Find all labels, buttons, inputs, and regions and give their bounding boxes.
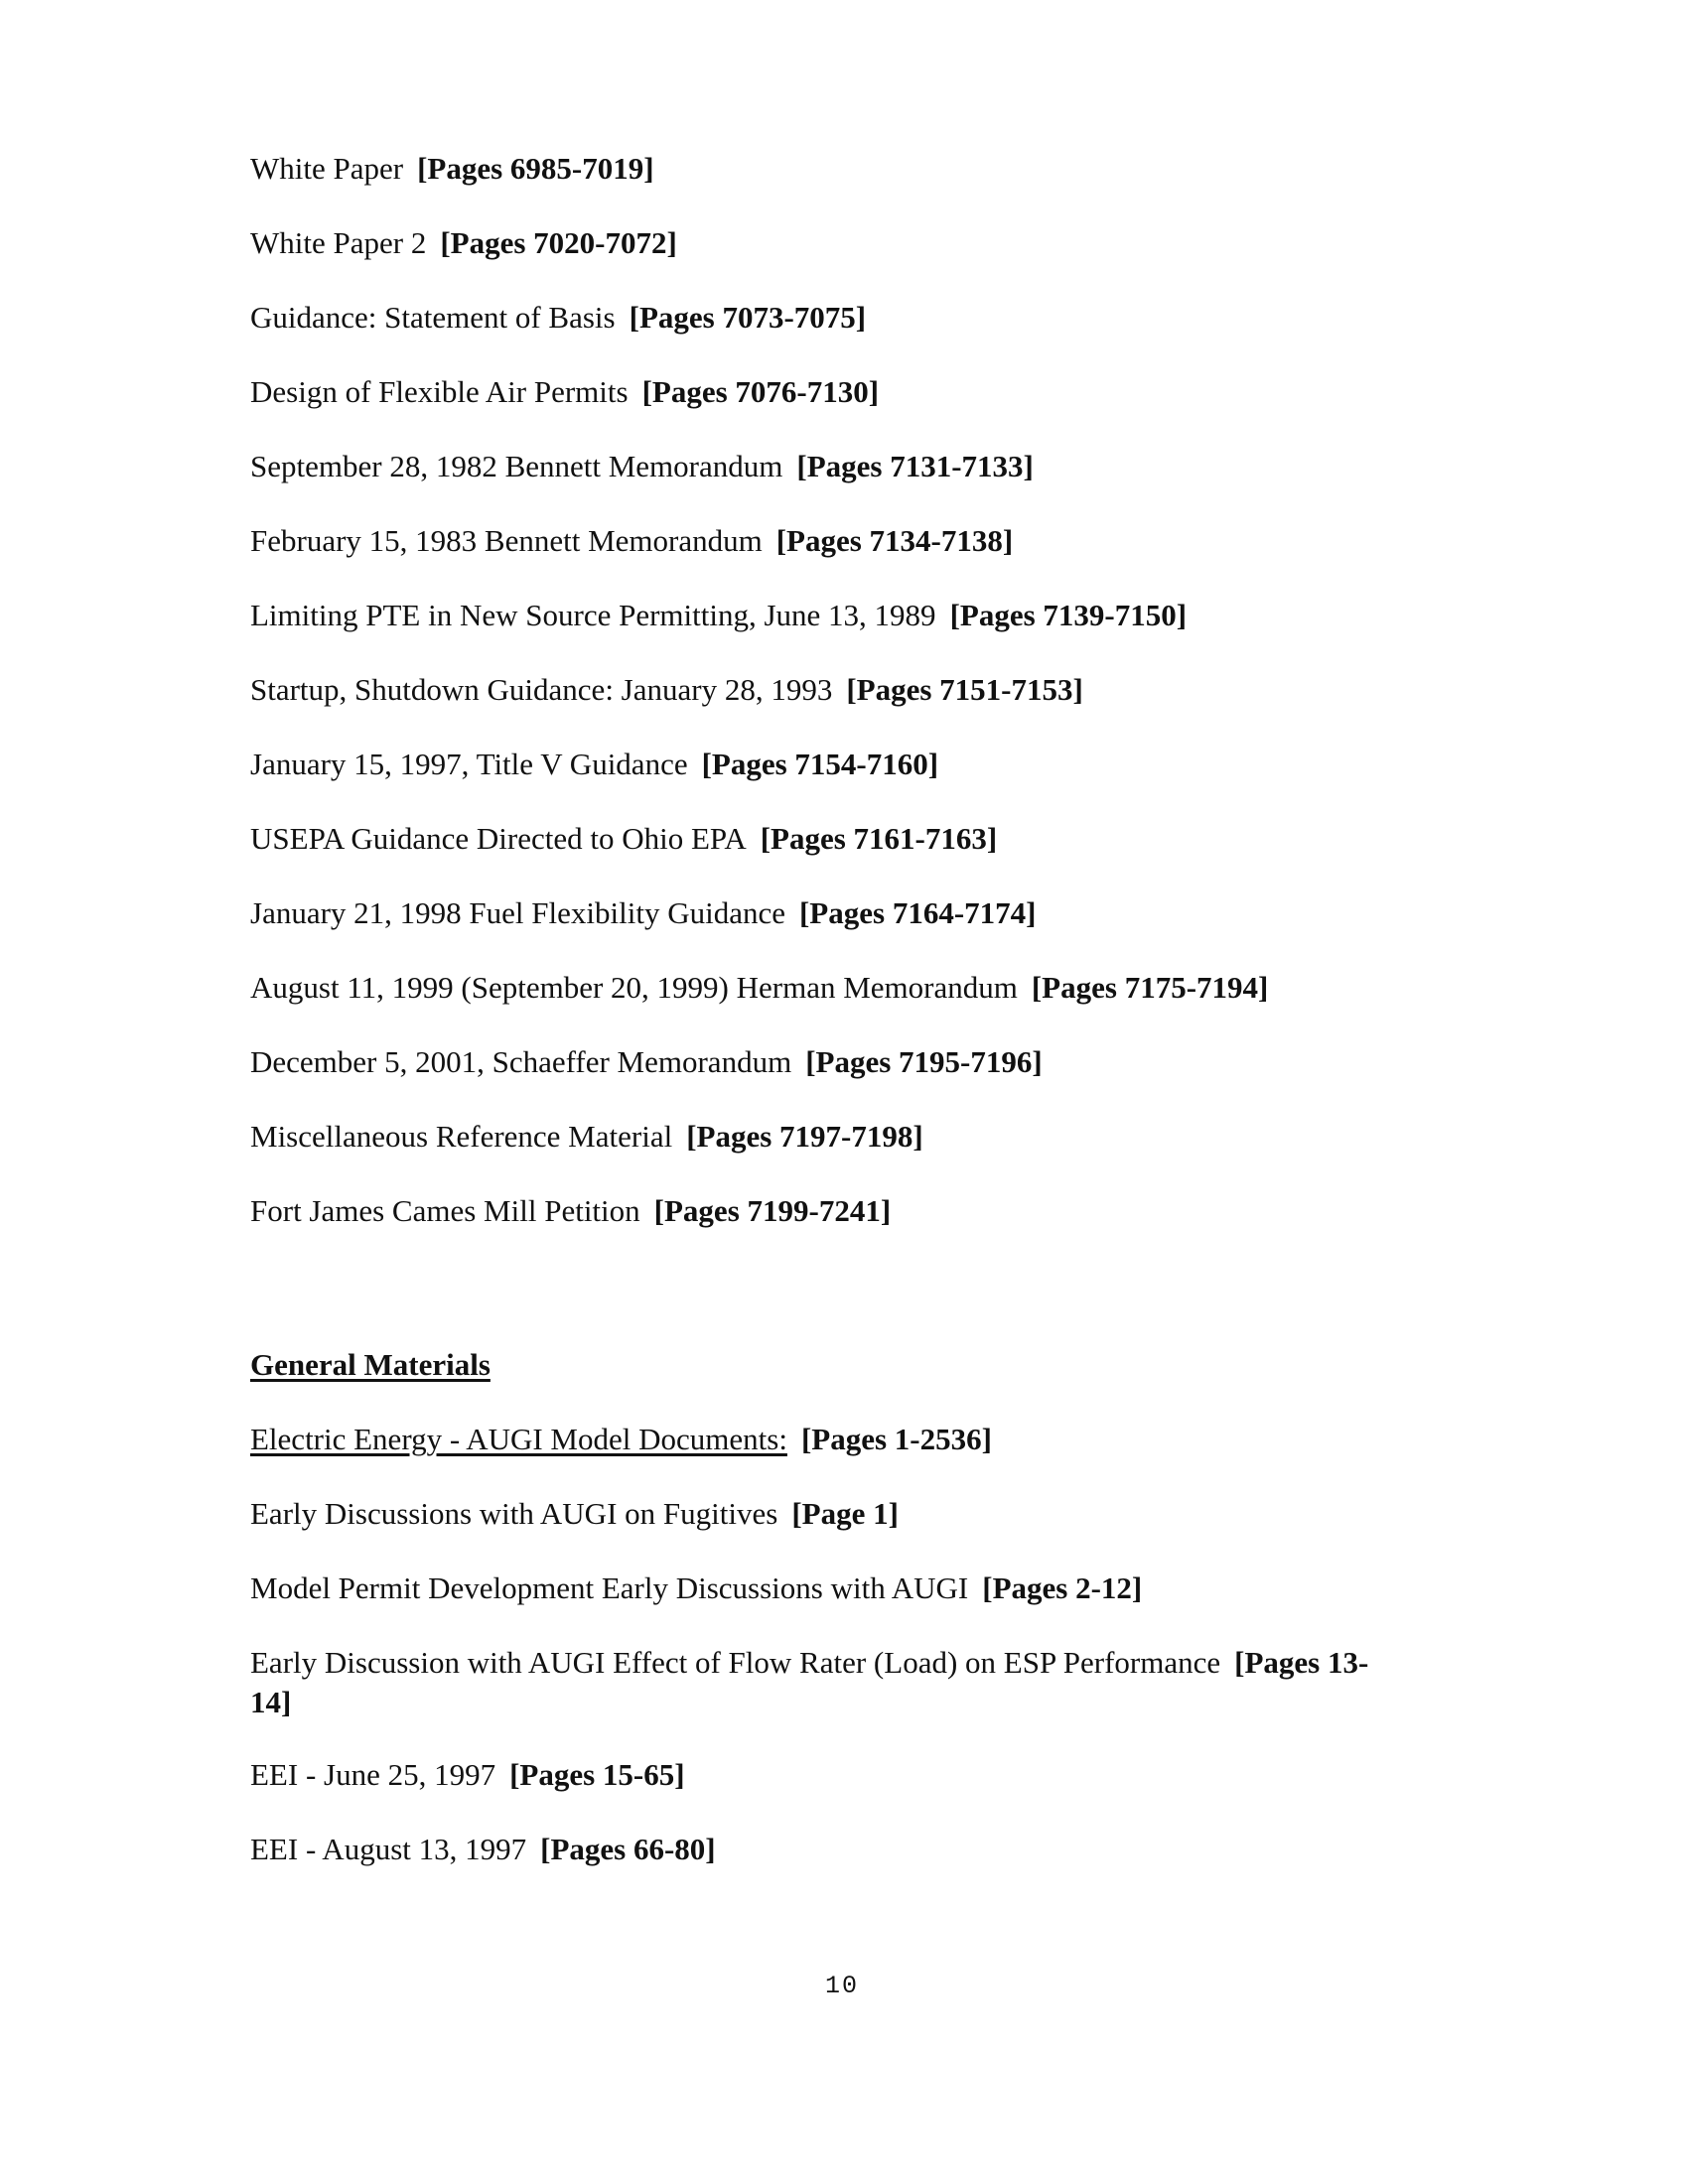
entry-title: Limiting PTE in New Source Permitting, June 13, 1989 — [250, 598, 936, 632]
entry-title: Fort James Cames Mill Petition — [250, 1193, 640, 1228]
list-item — [250, 372, 879, 412]
entry-title: Early Discussion with AUGI Effect of Flow Rater (Load) on ESP Performance — [250, 1645, 1221, 1680]
list-item — [250, 1117, 923, 1157]
list-item — [250, 149, 654, 189]
list-item — [250, 1191, 891, 1231]
entry-title: Early Discussions with AUGI on Fugitives — [250, 1496, 778, 1531]
entry-title: EEI - June 25, 1997 — [250, 1757, 496, 1792]
entry-pages: [Pages 7139-7150] — [949, 598, 1188, 632]
entry-pages: [Pages 7076-7130] — [641, 374, 880, 409]
entry-pages: [Pages 7175-7194] — [1031, 970, 1269, 1005]
entry-pages: [Pages 7131-7133] — [796, 449, 1034, 483]
entry-pages: [Pages 7164-7174] — [798, 895, 1037, 930]
entry-pages: [Pages 6985-7019] — [417, 151, 654, 186]
page-number: 10 — [824, 1972, 859, 2000]
entry-pages: [Pages 2-12] — [982, 1570, 1143, 1605]
entry-pages: [Pages 7073-7075] — [629, 300, 867, 335]
entry-title: September 28, 1982 Bennett Memorandum — [250, 449, 783, 483]
entry-title: Miscellaneous Reference Material — [250, 1119, 673, 1154]
entry-pages: [Pages 7151-7153] — [846, 672, 1083, 707]
list-item — [250, 1494, 899, 1534]
entry-pages: [Pages 7161-7163] — [760, 821, 998, 856]
section-heading: General Materials — [250, 1347, 491, 1382]
entry-title: Startup, Shutdown Guidance: January 28, 1993 — [250, 672, 833, 707]
entry-pages: [Pages 13-14] — [250, 1645, 1369, 1719]
entry-pages: [Pages 1-2536] — [800, 1422, 992, 1456]
entry-title: Model Permit Development Early Discussions with AUGI — [250, 1570, 969, 1605]
list-item — [250, 893, 1036, 933]
entry-pages: [Pages 7134-7138] — [775, 523, 1014, 558]
entry-title: Design of Flexible Air Permits — [250, 374, 629, 409]
entry-title: Guidance: Statement of Basis — [250, 300, 616, 335]
list-item — [250, 1755, 685, 1795]
entry-title: White Paper 2 — [250, 225, 427, 260]
list-item — [250, 223, 677, 263]
list-item — [250, 968, 1268, 1008]
entry-pages: [Pages 7020-7072] — [440, 225, 677, 260]
entry-pages: [Pages 7197-7198] — [686, 1119, 923, 1154]
entry-title: February 15, 1983 Bennett Memorandum — [250, 523, 763, 558]
entry-pages: [Pages 15-65] — [509, 1757, 685, 1792]
entry-pages: [Pages 7154-7160] — [701, 747, 939, 781]
list-item — [250, 745, 938, 784]
list-item — [250, 819, 997, 859]
entry-title: White Paper — [250, 151, 404, 186]
list-item — [250, 1643, 1402, 1722]
subheading-entry — [250, 1420, 992, 1459]
entry-pages: [Pages 7195-7196] — [805, 1044, 1043, 1079]
entry-pages: [Pages 7199-7241] — [653, 1193, 892, 1228]
entry-title: December 5, 2001, Schaeffer Memorandum — [250, 1044, 792, 1079]
entry-pages: [Page 1] — [791, 1496, 899, 1531]
list-item — [250, 298, 866, 338]
entry-title: USEPA Guidance Directed to Ohio EPA — [250, 821, 747, 856]
entry-title: January 21, 1998 Fuel Flexibility Guidance — [250, 895, 785, 930]
subheading-title: Electric Energy - AUGI Model Documents: — [250, 1422, 787, 1456]
list-item — [250, 1042, 1043, 1082]
entry-pages: [Pages 66-80] — [540, 1832, 716, 1866]
list-item — [250, 1830, 716, 1869]
entry-title: EEI - August 13, 1997 — [250, 1832, 527, 1866]
list-item — [250, 596, 1187, 635]
entry-title: January 15, 1997, Title V Guidance — [250, 747, 688, 781]
list-item — [250, 670, 1083, 710]
list-item — [250, 1569, 1142, 1608]
list-item — [250, 447, 1034, 486]
list-item — [250, 521, 1013, 561]
entry-title: August 11, 1999 (September 20, 1999) Herman Memorandum — [250, 970, 1018, 1005]
